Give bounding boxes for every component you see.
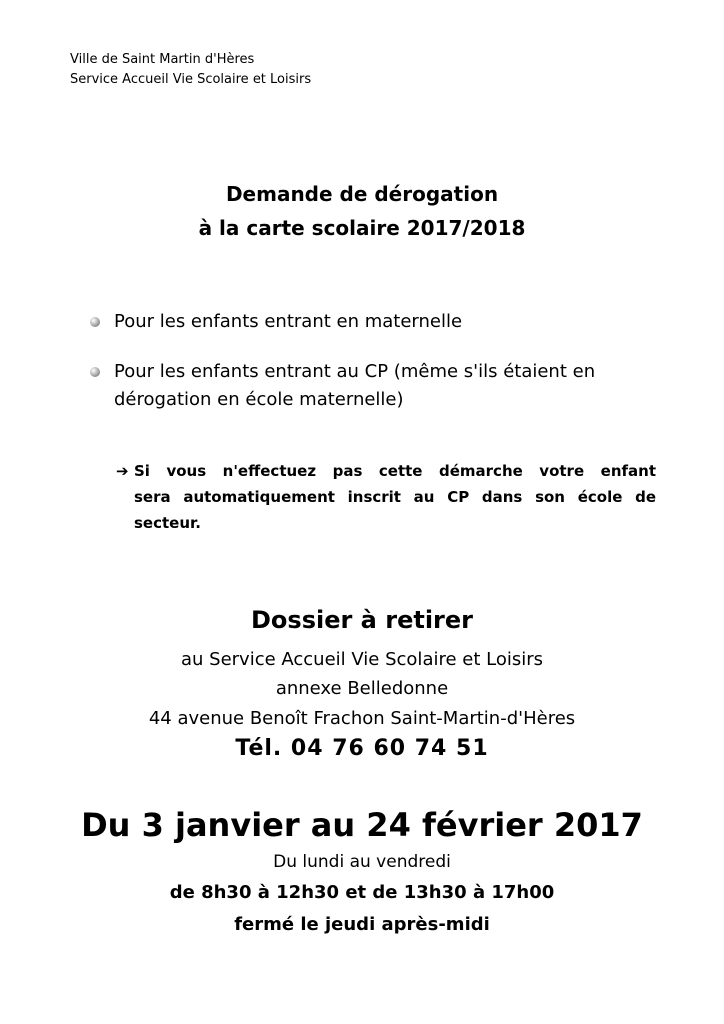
list-item-text: Pour les enfants entrant en maternelle xyxy=(114,311,463,332)
bullet-icon xyxy=(90,367,100,377)
period-hours: de 8h30 à 12h30 et de 13h30 à 17h00 xyxy=(169,882,555,903)
period-days: Du lundi au vendredi xyxy=(273,852,451,872)
dossier-address: 44 avenue Benoît Frachon Saint-Martin-d'Hères xyxy=(148,708,576,729)
header-service: Service Accueil Vie Scolaire et Loisirs xyxy=(70,72,312,87)
phone-number: Tél. 04 76 60 74 51 xyxy=(235,736,489,761)
notice-line2: sera automatiquement inscrit au CP dans son école de xyxy=(134,488,656,506)
dossier-heading: Dossier à retirer xyxy=(251,606,473,634)
document-title-line2: à la carte scolaire 2017/2018 xyxy=(198,216,526,240)
notice-line3: secteur. xyxy=(134,514,201,532)
period-dates: Du 3 janvier au 24 février 2017 xyxy=(81,806,643,844)
header-municipality: Ville de Saint Martin d'Hères xyxy=(70,52,255,67)
eligibility-list xyxy=(90,308,690,414)
list-item xyxy=(90,358,690,414)
document-header xyxy=(70,50,311,90)
dossier-annex: annexe Belledonne xyxy=(275,678,449,699)
period-closed: fermé le jeudi après-midi xyxy=(234,914,490,935)
notice-line1: Si vous n'effectuez pas cette démarche votre enfant xyxy=(134,462,656,480)
list-item xyxy=(90,308,690,336)
list-item-text-line2: dérogation en école maternelle) xyxy=(114,389,404,410)
list-item-text-line1: Pour les enfants entrant au CP (même s'ils étaient en xyxy=(114,361,596,382)
arrow-right-icon: ➔ xyxy=(116,462,129,480)
document-title-line1: Demande de dérogation xyxy=(225,182,499,206)
notice-paragraph xyxy=(116,458,656,536)
dossier-service: au Service Accueil Vie Scolaire et Loisirs xyxy=(180,649,544,670)
bullet-icon xyxy=(90,317,100,327)
